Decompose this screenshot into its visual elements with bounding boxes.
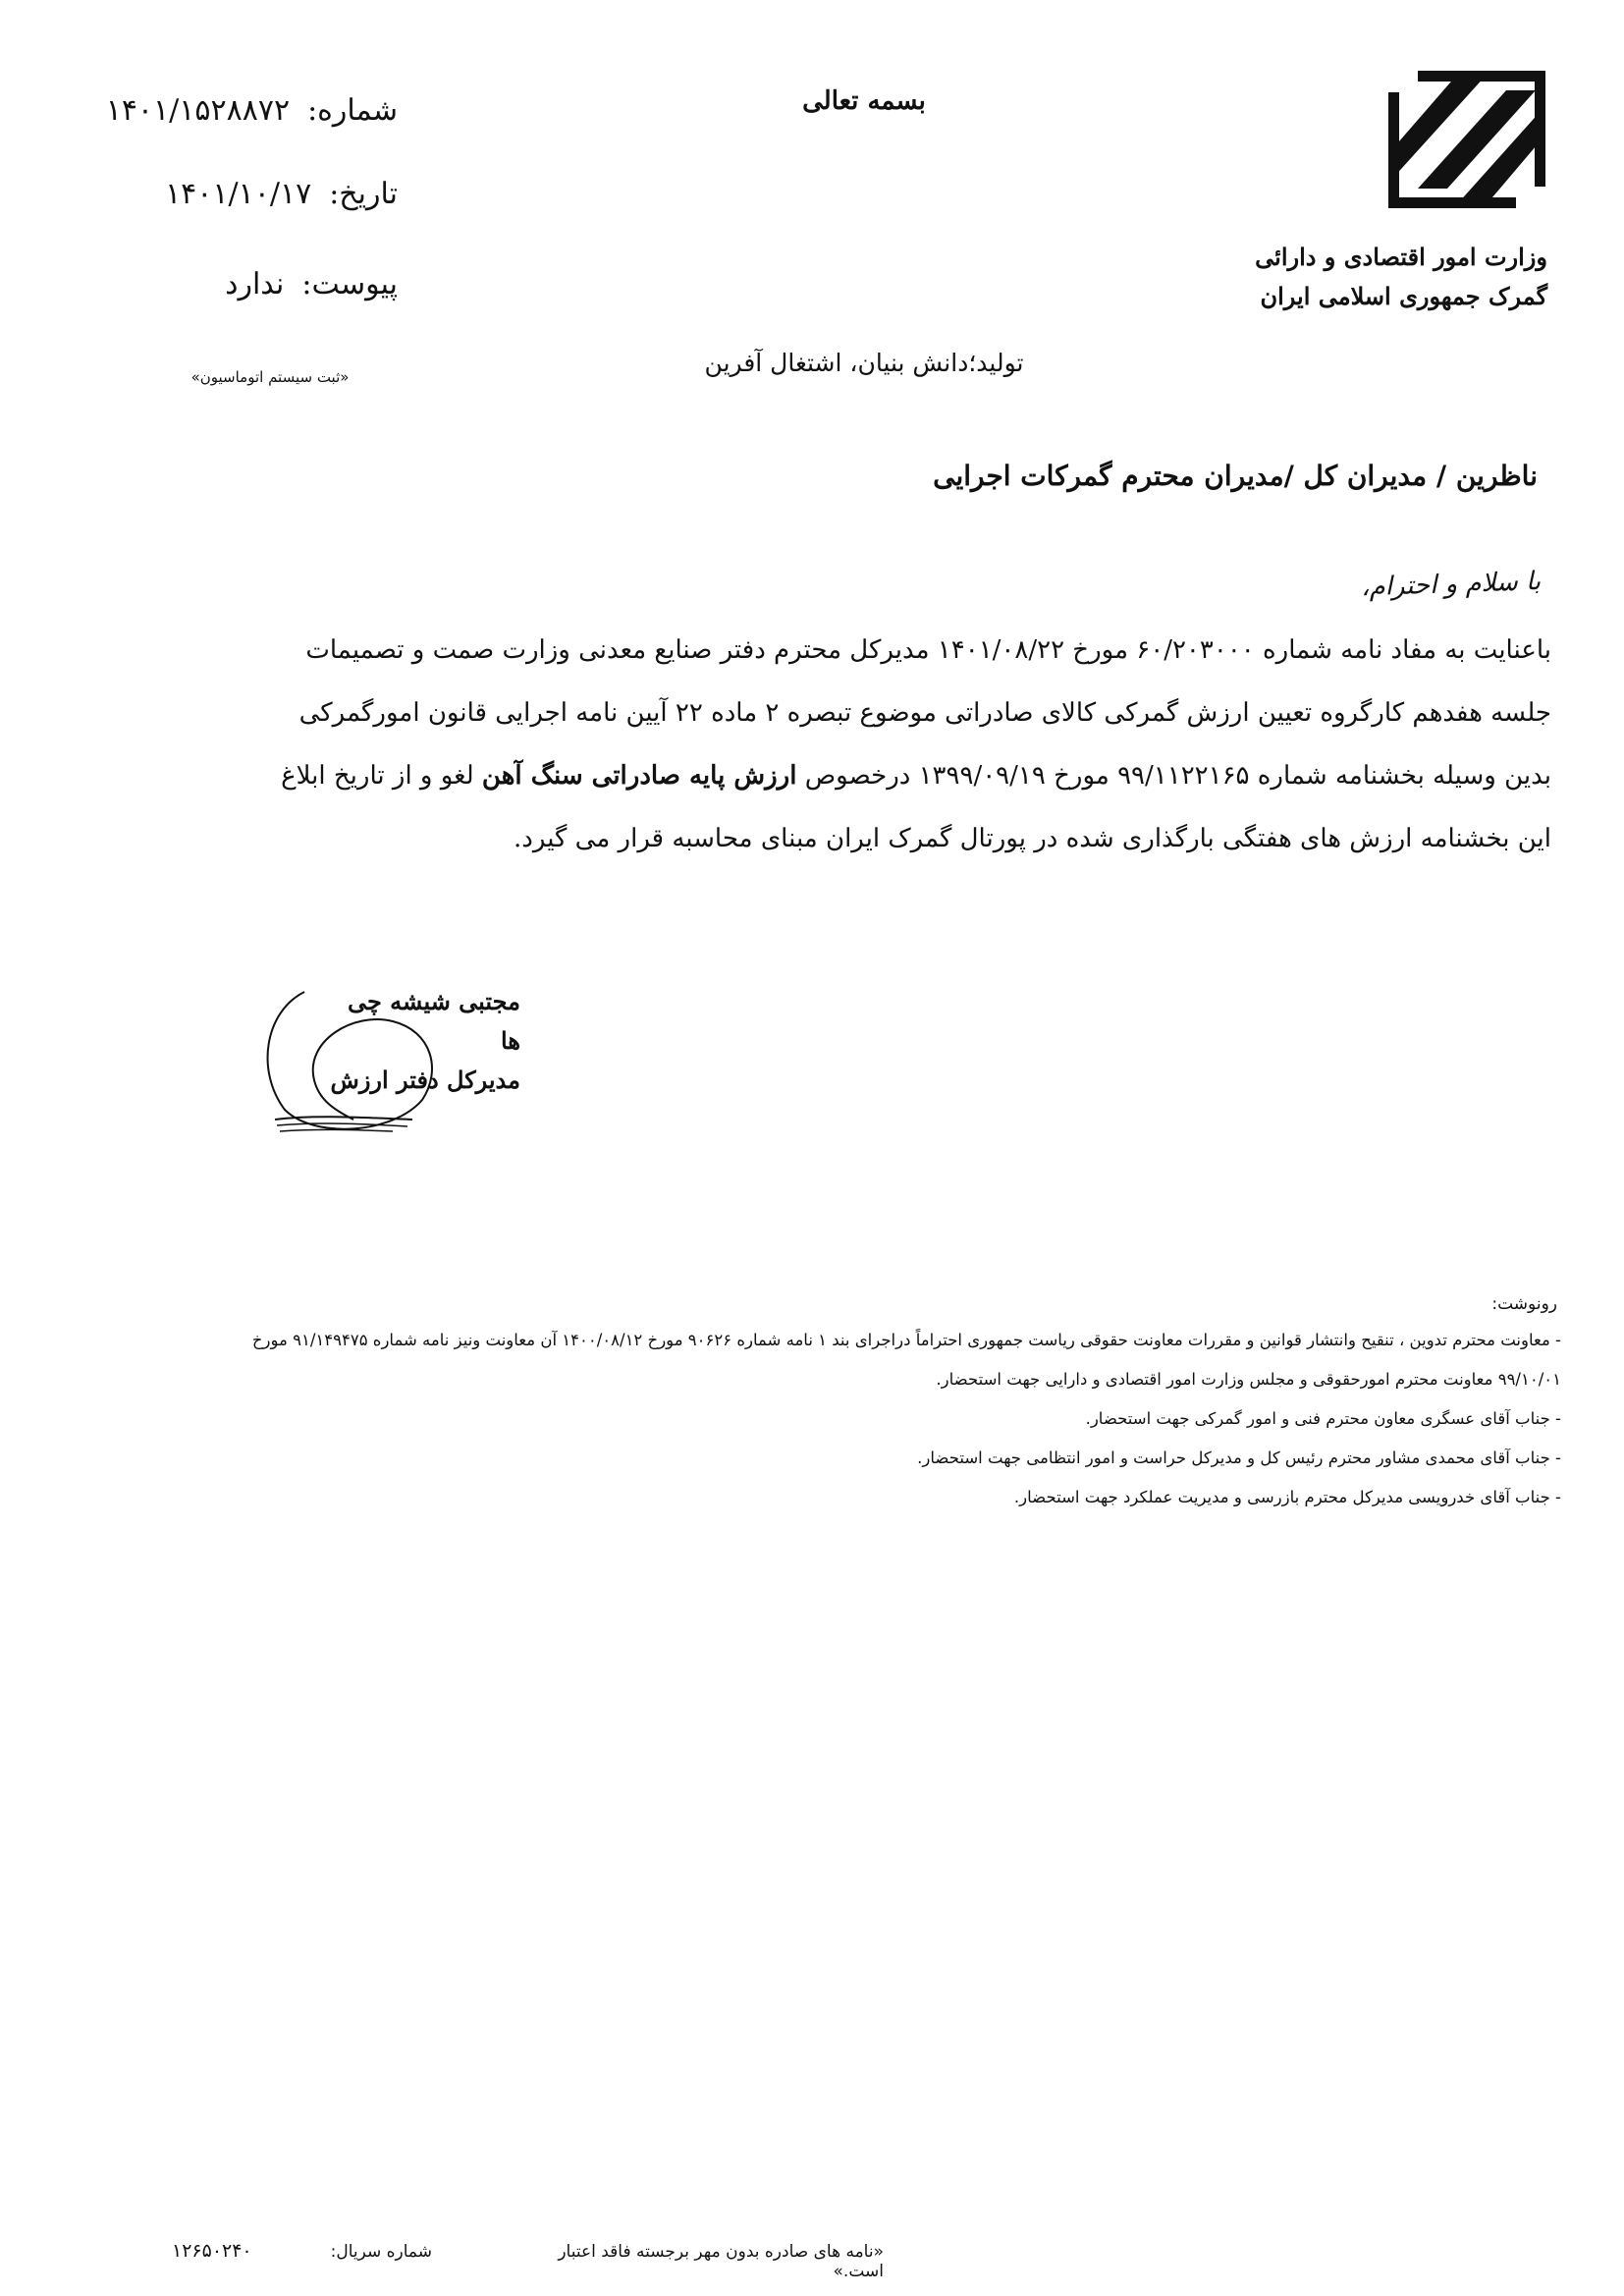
slogan: تولید؛دانش بنیان، اشتغال آفرین (704, 349, 1024, 377)
body-line: باعنایت به مفاد نامه شماره ۶۰/۲۰۳۰۰۰ مورخ ۱۴۰۱/۰۸/۲۲ مدیرکل محترم دفتر صنایع معدنی وزارت صمت و تصمیمات (305, 635, 1551, 665)
attachment-value: ندارد (225, 267, 285, 301)
body-line (116, 744, 1551, 807)
letter-body (116, 619, 1551, 870)
body-line-part: لغو و از تاریخ ابلاغ (281, 761, 474, 791)
addressee: ناظرین / مدیران کل /مدیران محترم گمرکات اجرایی (933, 460, 1538, 492)
number-value: ۱۴۰۱/۱۵۲۸۸۷۲ (105, 93, 291, 128)
signatory-name: مجتبی شیشه چی ها (347, 987, 520, 1055)
signature-block (324, 982, 520, 1100)
serial-value: ۱۲۶۵۰۲۴۰ (172, 2240, 252, 2262)
cc-item: - جناب آقای خدرویسی مدیرکل محترم بازرسی و مدیریت عملکرد جهت استحضار. (1013, 1488, 1561, 1506)
customs-logo (1388, 71, 1545, 208)
cc-item: ۹۹/۱۰/۰۱ معاونت محترم امورحقوقی و مجلس وزارت امور اقتصادی و دارایی جهت استحضار. (936, 1370, 1561, 1389)
serial-label: شماره سریال: (330, 2242, 432, 2262)
letter-number (69, 93, 398, 128)
date-label: تاریخ: (329, 177, 398, 211)
customs-name: گمرک جمهوری اسلامی ایران (1260, 282, 1547, 310)
number-label: شماره: (307, 93, 398, 128)
date-value: ۱۴۰۱/۱۰/۱۷ (165, 177, 312, 211)
letter-date (108, 177, 398, 211)
automation-note: «ثبت سیستم اتوماسیون» (190, 368, 350, 386)
cc-list (147, 1321, 1561, 1517)
greeting: با سلام و احترام، (1360, 567, 1542, 603)
body-line-part: بدین وسیله بخشنامه شماره ۹۹/۱۱۲۲۱۶۵ مورخ ۱۳۹۹/۰۹/۱۹ درخصوص (804, 761, 1551, 791)
body-line: این بخشنامه ارزش های هفتگی بارگذاری شده در پورتال گمرک ایران مبنای محاسبه قرار می گیرد. (514, 824, 1551, 853)
bismillah: بسمه تعالی (802, 86, 926, 116)
ministry-header (1194, 238, 1547, 316)
signatory-title: مدیرکل دفتر ارزش (330, 1066, 520, 1094)
cc-item: - معاونت محترم تدوین ، تنقیح وانتشار قوانین و مقررات معاونت حقوقی ریاست جمهوری احتراماً دراجرای بند ۱ نامه شماره ۹۰۶۲۶ مورخ ۱۴۰۰/۰۸/۱۲ آن معاونت ونیز نامه شماره ۹۱/۱۴۹۴۷۵ مورخ (251, 1331, 1561, 1349)
cc-title: رونوشت: (1491, 1294, 1557, 1314)
footer-validity-note: «نامه های صادره بدون مهر برجسته فاقد اعتبار است.» (558, 2242, 884, 2281)
attachment-label: پیوست: (301, 267, 398, 301)
body-emphasis: ارزش پایه صادراتی سنگ آهن (481, 761, 797, 791)
ministry-name: وزارت امور اقتصادی و دارائی (1255, 243, 1547, 271)
cc-item: - جناب آقای عسگری معاون محترم فنی و امور گمرکی جهت استحضار. (1085, 1409, 1561, 1428)
letter-attachment (147, 267, 398, 301)
cc-item: - جناب آقای محمدی مشاور محترم رئیس کل و مدیرکل حراست و امور انتظامی جهت استحضار. (917, 1449, 1561, 1467)
body-line: جلسه هفدهم کارگروه تعیین ارزش گمرکی کالای صادراتی موضوع تبصره ۲ ماده ۲۲ آیین نامه اجرایی قانون امورگمرکی (298, 698, 1551, 728)
